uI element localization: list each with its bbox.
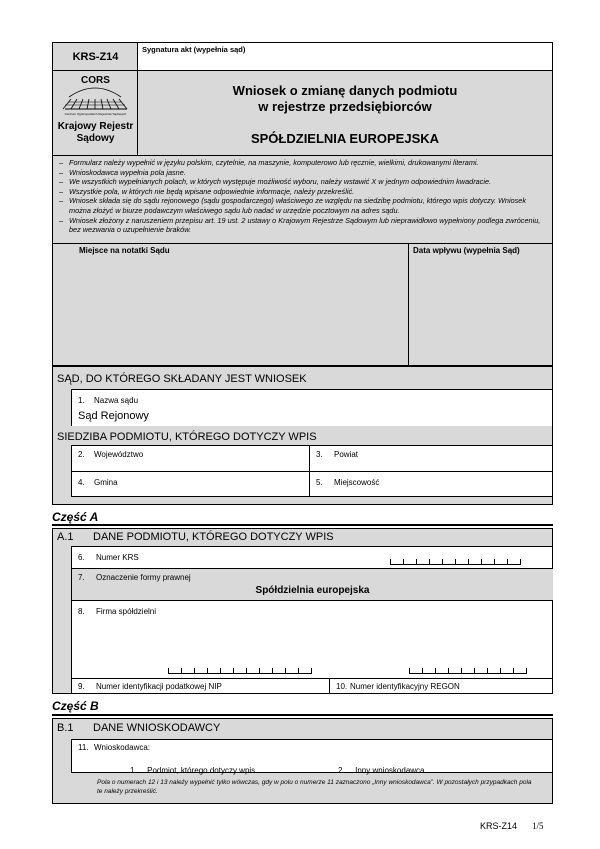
- instructions-box: [52, 155, 553, 244]
- part-a-section-num: A.1: [57, 531, 74, 543]
- logo-cell: [53, 71, 138, 155]
- instruction-item: – Wniosek złożony z naruszeniem przepisu art. 19 ust. 2 ustawy o Krajowym Rejestrze Sądowym lub nieprawidłowo wypełniony podlega zwróceniu, bez wezwania o uzupełnienie braków.: [59, 216, 548, 235]
- field-2-num: 2.: [78, 450, 85, 459]
- signature-label: Sygnatura akt (wypełnia sąd): [142, 45, 246, 54]
- form-code-cell: [53, 43, 138, 71]
- part-b-section-num: B.1: [57, 722, 74, 734]
- form-title-line1: Wniosek o zmianę danych podmiotu: [232, 83, 458, 98]
- logo-subtext: Centrum Ogólnopolskich Rejestrów Sądowych: [64, 112, 127, 116]
- regon-field[interactable]: [330, 678, 553, 694]
- option-2-num: 2.: [338, 766, 345, 775]
- applicant-option-1[interactable]: [130, 760, 255, 778]
- court-notes-label: Miejsce na notatki Sądu: [79, 246, 170, 255]
- part-a-section: [52, 528, 553, 694]
- field-5-label: Miejscowość: [334, 478, 380, 487]
- option-1-num: 1.: [130, 766, 137, 775]
- court-name-value: Sąd Rejonowy: [78, 410, 149, 422]
- part-b-title: Część B: [52, 699, 99, 713]
- legal-form-value: Spółdzielnia europejska: [255, 585, 370, 596]
- court-section-heading: SĄD, DO KTÓREGO SKŁADANY JEST WNIOSEK: [57, 373, 307, 385]
- legal-form-field: [72, 569, 553, 601]
- nip-field[interactable]: [72, 678, 330, 694]
- field-3-num: 3.: [316, 450, 323, 459]
- receipt-date-label: Data wpływu (wypełnia Sąd): [413, 246, 520, 255]
- instruction-item: – Formularz należy wypełnić w języku polskim, czytelnie, na maszynie, komputerowo lub ręcznie, wielkimi, drukowanymi literami.: [59, 158, 548, 168]
- field-7-num: 7.: [78, 573, 85, 582]
- court-notes-area: [52, 243, 553, 366]
- field-5-num: 5.: [316, 478, 323, 487]
- field-11-num: 11.: [78, 743, 89, 752]
- krs-number-field[interactable]: [72, 547, 553, 569]
- footer-page: 1/5: [532, 821, 544, 831]
- court-notes-cell: [53, 244, 409, 365]
- option-1-label: Podmiot, którego dotyczy wpis: [147, 766, 256, 775]
- registry-name: Krajowy Rejestr Sądowy: [57, 121, 134, 144]
- part-b-note: Pola o numerach 12 i 13 należy wypełnić tylko wówczas, gdy w polu o numerze 11 zaznaczono „Inny wnioskodawca”. W pozostałych przypadkach pola te należy przekreślić.: [97, 779, 532, 795]
- field-1-num: 1.: [78, 396, 85, 405]
- court-name-field[interactable]: [71, 389, 552, 426]
- part-b-title-rule: [52, 714, 553, 716]
- part-a-title-rule: [52, 524, 553, 526]
- voivodeship-field[interactable]: [72, 446, 310, 472]
- field-8-label: Firma spółdzielni: [96, 607, 157, 616]
- applicant-option-2[interactable]: [338, 760, 425, 778]
- nip-comb: [168, 668, 312, 674]
- field-10-label: Numer identyfikacyjny REGON: [350, 682, 460, 691]
- field-6-label: Numer KRS: [96, 553, 139, 562]
- field-4-num: 4.: [78, 478, 85, 487]
- commune-field[interactable]: [72, 472, 310, 497]
- field-6-num: 6.: [78, 553, 85, 562]
- field-9-label: Numer identyfikacji podatkowej NIP: [96, 682, 222, 691]
- field-4-label: Gmina: [94, 478, 118, 487]
- instruction-item: – Wnioskodawca wypełnia pola jasne.: [59, 168, 548, 178]
- signature-cell[interactable]: [138, 43, 552, 71]
- field-7-label: Oznaczenie formy prawnej: [96, 573, 191, 582]
- court-section: [52, 366, 553, 505]
- field-10-num: 10.: [336, 682, 348, 691]
- field-3-label: Powiat: [334, 450, 359, 459]
- locality-field[interactable]: [310, 472, 553, 497]
- regon-comb: [409, 668, 527, 674]
- part-b-section: [52, 718, 553, 804]
- title-cell: [138, 71, 552, 155]
- cooperative-name-field[interactable]: [72, 601, 553, 667]
- form-title-line2: w rejestrze przedsiębiorców: [258, 99, 432, 114]
- seat-section-heading: SIEDZIBA PODMIOTU, KTÓREGO DOTYCZY WPIS: [57, 431, 317, 443]
- part-a-fields: [71, 546, 552, 693]
- instruction-item: – Wniosek składa się do sądu rejonowego (sądu gospodarczego) właściwego ze względu na siedzibę podmiotu, którego wpis dotyczy. Wniosek można złożyć w biurze podawczym właściwego sądu lub nadać w urzędzie pocztowym na adres sądu.: [59, 196, 548, 215]
- field-8-num: 8.: [78, 607, 85, 616]
- field-9-num: 9.: [78, 682, 85, 691]
- field-2-label: Województwo: [94, 450, 144, 459]
- header-box: [52, 42, 553, 156]
- footer-code: KRS-Z14: [480, 821, 518, 831]
- part-a-title: Część A: [52, 510, 99, 524]
- applicant-field: [71, 739, 552, 773]
- seat-fields: [71, 445, 552, 497]
- field-1-label: Nazwa sądu: [94, 396, 139, 405]
- instruction-item: – We wszystkich wypełnianych polach, w których występuje możliwość wyboru, należy wstawić X w jednym odpowiednim kwadracie.: [59, 177, 548, 187]
- logo-text: CORS: [81, 75, 110, 86]
- part-a-section-title: DANE PODMIOTU, KTÓREGO DOTYCZY WPIS: [93, 531, 334, 543]
- krs-number-comb: [390, 559, 521, 565]
- part-b-section-title: DANE WNIOSKODAWCY: [93, 722, 221, 734]
- form-code: KRS-Z14: [72, 51, 119, 63]
- field-11-label: Wnioskodawca:: [94, 743, 151, 752]
- instruction-item: – Wszystkie pola, w których nie będą wpisane odpowiednie informacje, należy przekreślić.: [59, 187, 548, 197]
- option-2-label: Inny wnioskodawca: [355, 766, 425, 775]
- form-subtitle: SPÓŁDZIELNIA EUROPEJSKA: [250, 131, 440, 146]
- county-field[interactable]: [310, 446, 553, 472]
